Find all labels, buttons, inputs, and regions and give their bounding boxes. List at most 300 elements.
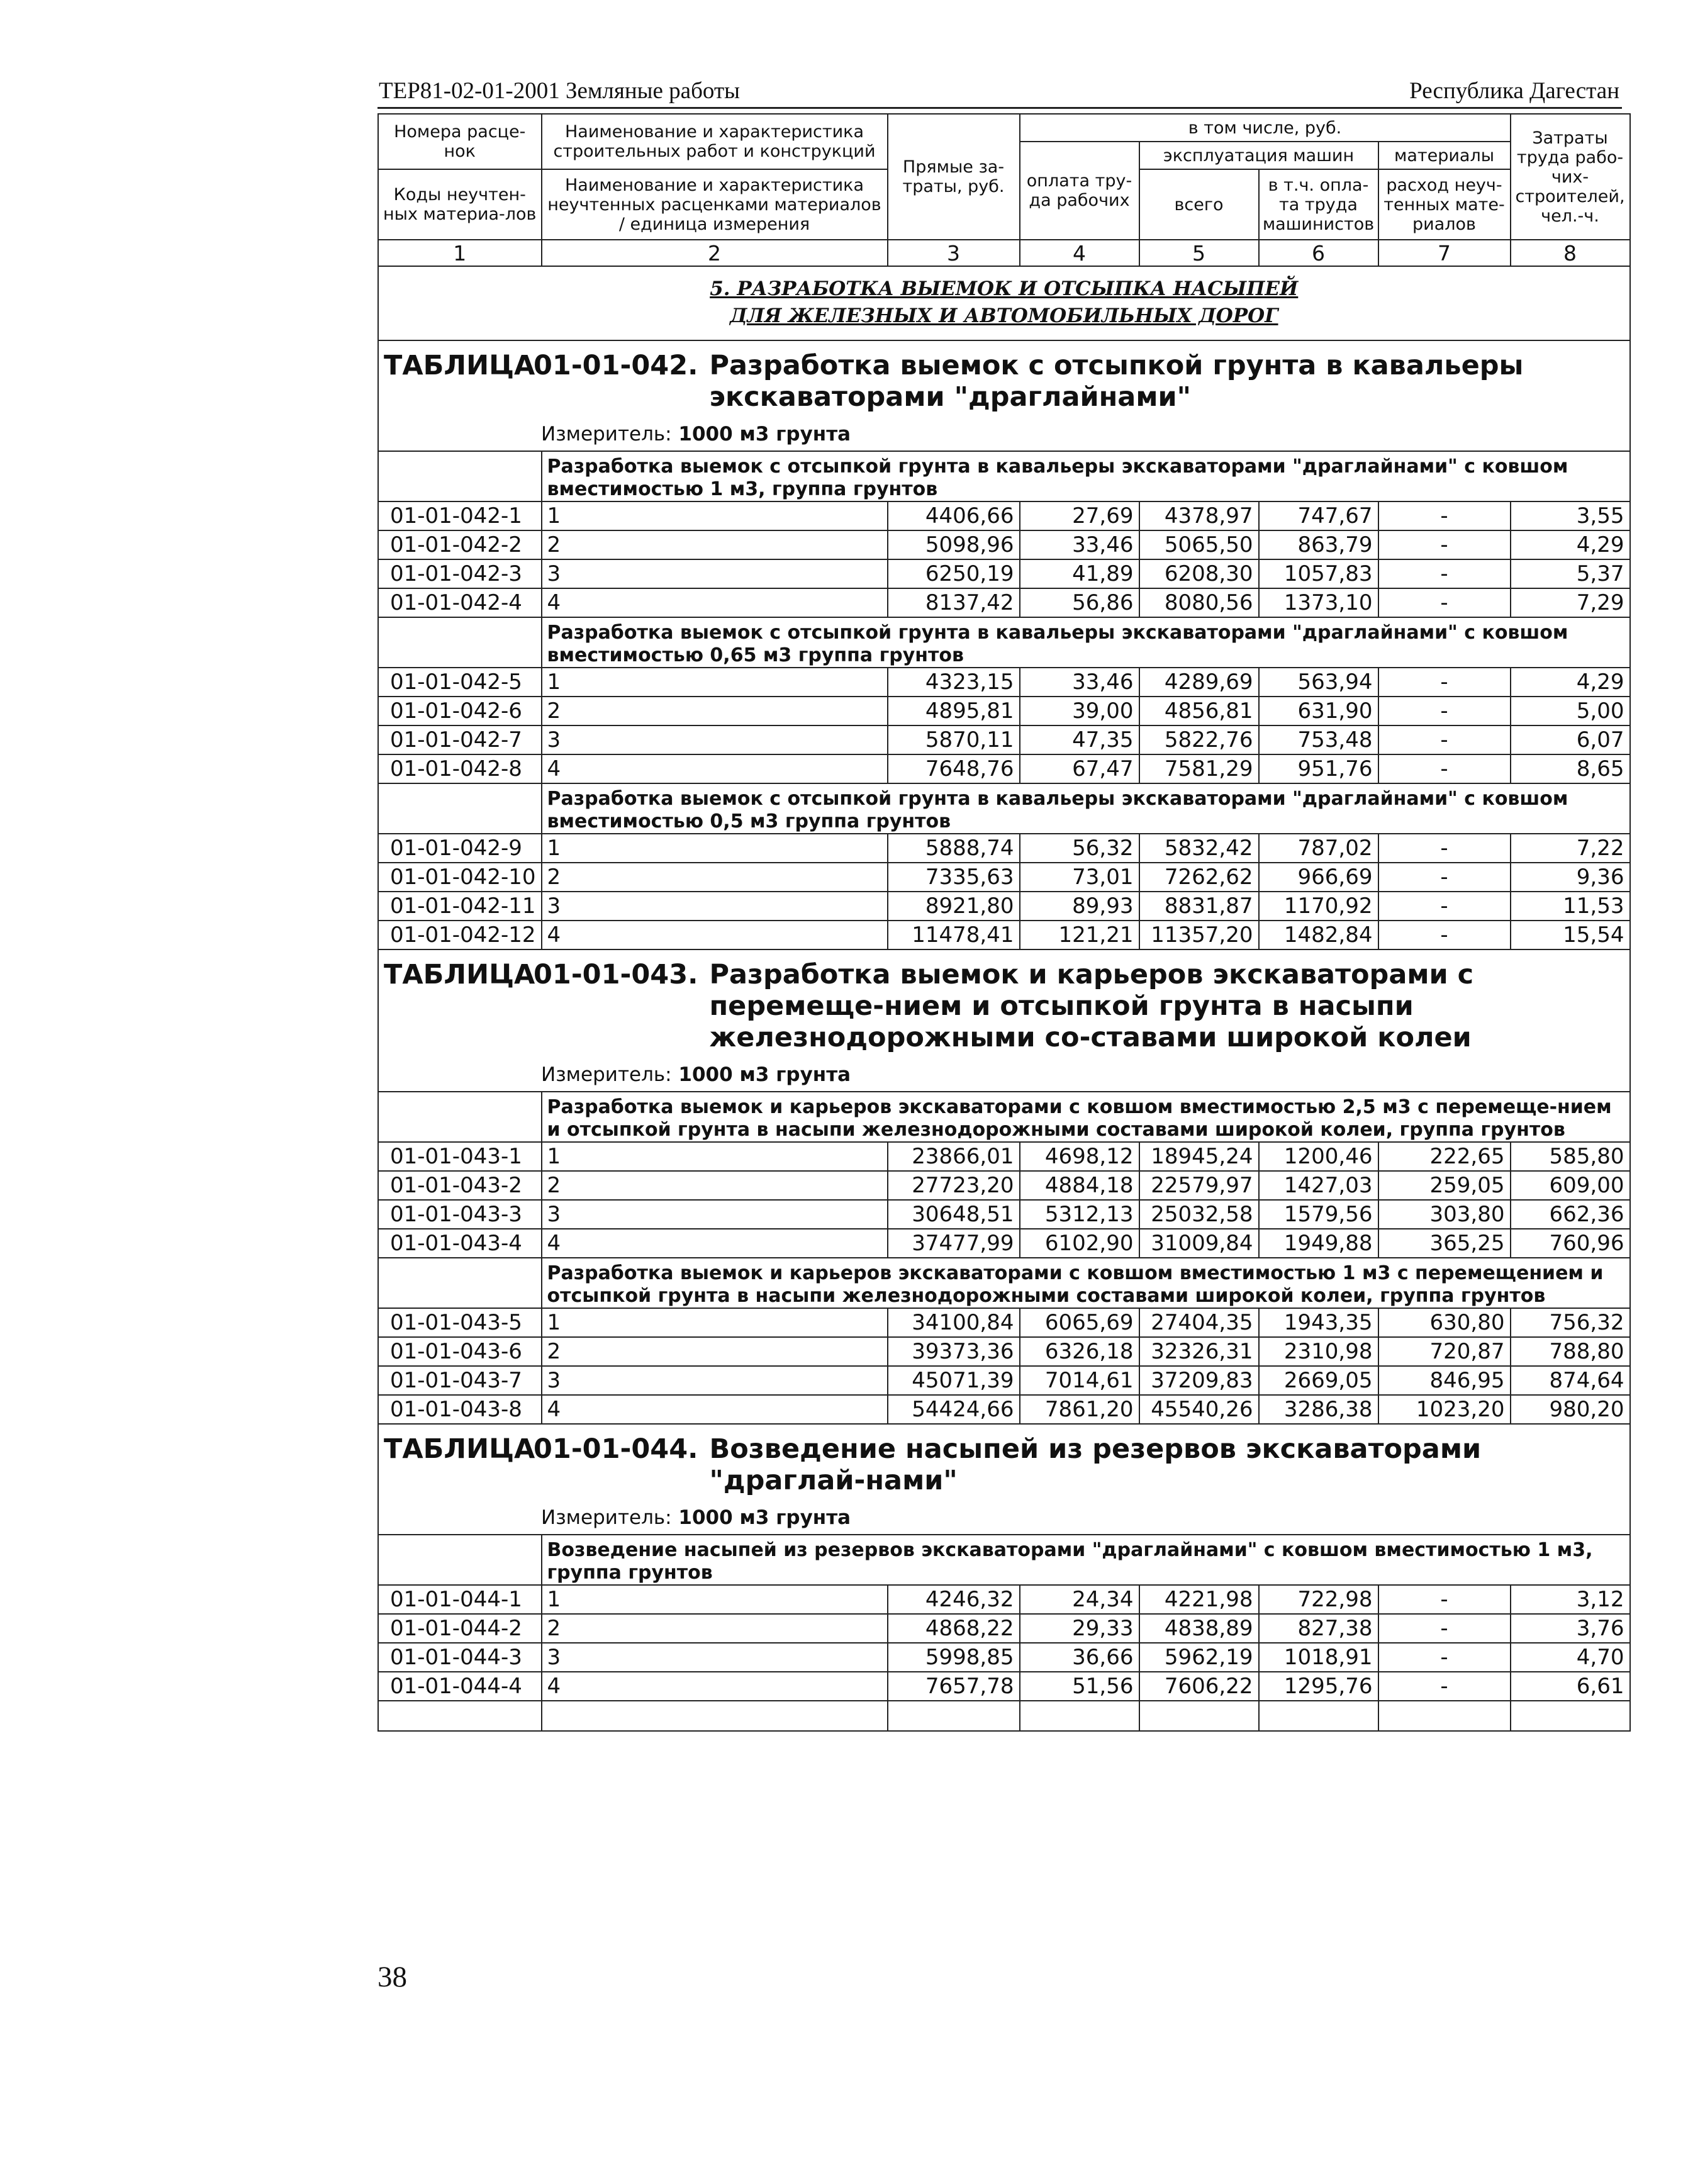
worker-pay-cell: 33,46 [1020, 530, 1139, 559]
machine-total-cell: 4856,81 [1139, 697, 1259, 725]
soil-group-cell: 4 [542, 1395, 888, 1424]
table-header [378, 114, 1630, 266]
table-title-row [378, 949, 1630, 1092]
direct-costs-cell: 7335,63 [888, 863, 1020, 892]
machine-total-cell: 27404,35 [1139, 1308, 1259, 1337]
labor-hours-cell: 6,61 [1511, 1672, 1630, 1701]
worker-pay-cell: 73,01 [1020, 863, 1139, 892]
soil-group-cell: 3 [542, 725, 888, 754]
group-caption-spacer [378, 783, 542, 834]
table-row [378, 1200, 1630, 1229]
rate-code-cell: 01-01-042-2 [378, 530, 542, 559]
labor-hours-cell: 5,00 [1511, 697, 1630, 725]
column-number: 8 [1511, 240, 1630, 266]
direct-costs-cell: 27723,20 [888, 1171, 1020, 1200]
rate-code-cell: 01-01-043-4 [378, 1229, 542, 1258]
table-measure [541, 422, 1629, 447]
rate-code-cell: 01-01-042-7 [378, 725, 542, 754]
column-number: 5 [1139, 240, 1259, 266]
worker-pay-cell: 67,47 [1020, 754, 1139, 783]
direct-costs-cell: 5870,11 [888, 725, 1020, 754]
direct-costs-cell: 11478,41 [888, 921, 1020, 949]
table-row [378, 921, 1630, 949]
measure-value: 1000 м3 грунта [678, 1063, 851, 1086]
operator-pay-cell: 1482,84 [1259, 921, 1378, 949]
column-number: 3 [888, 240, 1020, 266]
measure-value: 1000 м3 грунта [678, 423, 851, 445]
labor-hours-cell: 585,80 [1511, 1142, 1630, 1171]
column-number: 2 [542, 240, 888, 266]
worker-pay-cell: 39,00 [1020, 697, 1139, 725]
soil-group-cell: 1 [542, 834, 888, 863]
soil-group-cell: 4 [542, 754, 888, 783]
direct-costs-cell: 39373,36 [888, 1337, 1020, 1366]
group-caption: Разработка выемок и карьеров экскаваторами с ковшом вместимостью 2,5 м3 с перемеще-нием и отсыпкой грунта в насыпи железнодорожными составами широкой колеи, группа грунтов [542, 1092, 1630, 1142]
section-heading-row [378, 266, 1630, 340]
operator-pay-cell: 747,67 [1259, 501, 1378, 530]
operator-pay-cell: 1057,83 [1259, 559, 1378, 588]
col-header-labor-hours: Затраты труда рабо-чих-строителей, чел.-ч. [1511, 114, 1630, 240]
machine-total-cell: 5822,76 [1139, 725, 1259, 754]
col-header-work-name: Наименование и характеристика строительных работ и конструкций [542, 114, 888, 169]
empty-row [378, 1701, 1630, 1731]
worker-pay-cell: 51,56 [1020, 1672, 1139, 1701]
group-caption: Разработка выемок с отсыпкой грунта в кавальеры экскаваторами "драглайнами" с ковшом вместимостью 0,65 м3 группа грунтов [542, 617, 1630, 668]
soil-group-cell: 1 [542, 668, 888, 697]
labor-hours-cell: 980,20 [1511, 1395, 1630, 1424]
table-title-cell [378, 340, 1630, 451]
rate-code-cell: 01-01-042-1 [378, 501, 542, 530]
price-table-container [377, 113, 1631, 1732]
labor-hours-cell: 9,36 [1511, 863, 1630, 892]
worker-pay-cell: 121,21 [1020, 921, 1139, 949]
operator-pay-cell: 631,90 [1259, 697, 1378, 725]
rate-code-cell: 01-01-042-6 [378, 697, 542, 725]
machine-total-cell: 18945,24 [1139, 1142, 1259, 1171]
machine-total-cell: 5065,50 [1139, 530, 1259, 559]
operator-pay-cell: 1295,76 [1259, 1672, 1378, 1701]
rate-code-cell: 01-01-043-2 [378, 1171, 542, 1200]
rate-code-cell: 01-01-043-5 [378, 1308, 542, 1337]
soil-group-cell: 4 [542, 1672, 888, 1701]
table-row [378, 1643, 1630, 1672]
operator-pay-cell: 722,98 [1259, 1585, 1378, 1614]
direct-costs-cell: 30648,51 [888, 1200, 1020, 1229]
empty-cell [1139, 1701, 1259, 1731]
soil-group-cell: 2 [542, 1171, 888, 1200]
machine-total-cell: 7606,22 [1139, 1672, 1259, 1701]
direct-costs-cell: 5888,74 [888, 834, 1020, 863]
col-header-including: в том числе, руб. [1020, 114, 1511, 142]
table-number: 01-01-043. [534, 959, 698, 990]
price-table [377, 113, 1631, 1732]
labor-hours-cell: 3,76 [1511, 1614, 1630, 1643]
table-measure [541, 1062, 1629, 1087]
material-usage-cell: - [1378, 588, 1511, 617]
group-caption-row [378, 1092, 1630, 1142]
group-caption: Разработка выемок и карьеров экскаваторами с ковшом вместимостью 1 м3 с перемещением и отсыпкой грунта в насыпи железнодорожными составами широкой колеи, группа грунтов [542, 1258, 1630, 1308]
column-numbers-row [378, 240, 1630, 266]
table-row [378, 530, 1630, 559]
table-title [384, 350, 1629, 413]
rate-code-cell: 01-01-044-4 [378, 1672, 542, 1701]
group-caption-spacer [378, 1535, 542, 1585]
soil-group-cell: 4 [542, 921, 888, 949]
operator-pay-cell: 1943,35 [1259, 1308, 1378, 1337]
table-name: Возведение насыпей из резервов экскаваторами "драглай-нами" [709, 1433, 1482, 1496]
table-row [378, 1229, 1630, 1258]
operator-pay-cell: 827,38 [1259, 1614, 1378, 1643]
material-usage-cell: - [1378, 559, 1511, 588]
material-usage-cell: - [1378, 863, 1511, 892]
worker-pay-cell: 24,34 [1020, 1585, 1139, 1614]
group-caption-row [378, 451, 1630, 501]
direct-costs-cell: 7648,76 [888, 754, 1020, 783]
operator-pay-cell: 1200,46 [1259, 1142, 1378, 1171]
group-caption: Разработка выемок с отсыпкой грунта в кавальеры экскаваторами "драглайнами" с ковшом вместимостью 0,5 м3 группа грунтов [542, 783, 1630, 834]
section-title-line: ДЛЯ ЖЕЛЕЗНЫХ И АВТОМОБИЛЬНЫХ ДОРОГ [729, 305, 1278, 327]
worker-pay-cell: 7014,61 [1020, 1366, 1139, 1395]
operator-pay-cell: 753,48 [1259, 725, 1378, 754]
rate-code-cell: 01-01-044-1 [378, 1585, 542, 1614]
material-usage-cell: - [1378, 1614, 1511, 1643]
group-caption-spacer [378, 451, 542, 501]
material-usage-cell: 846,95 [1378, 1366, 1511, 1395]
soil-group-cell: 3 [542, 1643, 888, 1672]
column-number: 7 [1378, 240, 1511, 266]
soil-group-cell: 3 [542, 1200, 888, 1229]
material-usage-cell: 222,65 [1378, 1142, 1511, 1171]
worker-pay-cell: 4698,12 [1020, 1142, 1139, 1171]
table-row [378, 1142, 1630, 1171]
material-usage-cell: 259,05 [1378, 1171, 1511, 1200]
operator-pay-cell: 951,76 [1259, 754, 1378, 783]
operator-pay-cell: 1170,92 [1259, 892, 1378, 921]
worker-pay-cell: 33,46 [1020, 668, 1139, 697]
empty-cell [542, 1701, 888, 1731]
labor-hours-cell: 3,12 [1511, 1585, 1630, 1614]
material-usage-cell: - [1378, 1672, 1511, 1701]
empty-cell [1259, 1701, 1378, 1731]
direct-costs-cell: 4323,15 [888, 668, 1020, 697]
col-header-material-codes: Коды неучтен-ных материа-лов [378, 169, 542, 240]
worker-pay-cell: 6102,90 [1020, 1229, 1139, 1258]
table-title [384, 959, 1629, 1053]
direct-costs-cell: 6250,19 [888, 559, 1020, 588]
group-caption-spacer [378, 617, 542, 668]
direct-costs-cell: 5998,85 [888, 1643, 1020, 1672]
material-usage-cell: - [1378, 501, 1511, 530]
machine-total-cell: 4289,69 [1139, 668, 1259, 697]
page-number: 38 [377, 1961, 407, 1993]
table-row [378, 1585, 1630, 1614]
soil-group-cell: 2 [542, 1337, 888, 1366]
material-usage-cell: - [1378, 754, 1511, 783]
rate-code-cell: 01-01-042-3 [378, 559, 542, 588]
material-usage-cell: 630,80 [1378, 1308, 1511, 1337]
labor-hours-cell: 760,96 [1511, 1229, 1630, 1258]
col-header-direct-costs: Прямые за-траты, руб. [888, 114, 1020, 240]
col-header-material-usage: расход неуч-тенных мате-риалов [1378, 169, 1511, 240]
material-usage-cell: 720,87 [1378, 1337, 1511, 1366]
operator-pay-cell: 563,94 [1259, 668, 1378, 697]
operator-pay-cell: 1949,88 [1259, 1229, 1378, 1258]
measure-label: Измеритель: [541, 423, 672, 445]
group-caption-spacer [378, 1092, 542, 1142]
direct-costs-cell: 8921,80 [888, 892, 1020, 921]
table-number: 01-01-042. [534, 350, 698, 381]
machine-total-cell: 25032,58 [1139, 1200, 1259, 1229]
material-usage-cell: 1023,20 [1378, 1395, 1511, 1424]
worker-pay-cell: 6065,69 [1020, 1308, 1139, 1337]
machine-total-cell: 4221,98 [1139, 1585, 1259, 1614]
col-header-material-names: Наименование и характеристика неучтенных расценками материалов / единица измерения [542, 169, 888, 240]
rate-code-cell: 01-01-042-11 [378, 892, 542, 921]
table-row [378, 1672, 1630, 1701]
operator-pay-cell: 863,79 [1259, 530, 1378, 559]
machine-total-cell: 6208,30 [1139, 559, 1259, 588]
document-title: ТЕР81-02-01-2001 Земляные работы [379, 78, 740, 104]
soil-group-cell: 2 [542, 530, 888, 559]
machine-total-cell: 7581,29 [1139, 754, 1259, 783]
col-header-machine-total: всего [1139, 169, 1259, 240]
labor-hours-cell: 662,36 [1511, 1200, 1630, 1229]
direct-costs-cell: 4895,81 [888, 697, 1020, 725]
labor-hours-cell: 7,29 [1511, 588, 1630, 617]
table-row [378, 754, 1630, 783]
labor-hours-cell: 874,64 [1511, 1366, 1630, 1395]
table-row [378, 697, 1630, 725]
rate-code-cell: 01-01-043-1 [378, 1142, 542, 1171]
col-header-worker-pay: оплата тру-да рабочих [1020, 142, 1139, 240]
worker-pay-cell: 56,86 [1020, 588, 1139, 617]
table-title-row [378, 1424, 1630, 1535]
rate-code-cell: 01-01-042-12 [378, 921, 542, 949]
table-row [378, 1614, 1630, 1643]
col-header-rate-numbers: Номера расце-нок [378, 114, 542, 169]
soil-group-cell: 3 [542, 559, 888, 588]
operator-pay-cell: 3286,38 [1259, 1395, 1378, 1424]
col-header-materials: материалы [1378, 142, 1511, 169]
machine-total-cell: 8080,56 [1139, 588, 1259, 617]
direct-costs-cell: 4246,32 [888, 1585, 1020, 1614]
group-caption-row [378, 1258, 1630, 1308]
material-usage-cell: - [1378, 530, 1511, 559]
worker-pay-cell: 41,89 [1020, 559, 1139, 588]
region-name: Республика Дагестан [1409, 78, 1619, 104]
worker-pay-cell: 89,93 [1020, 892, 1139, 921]
table-row [378, 1308, 1630, 1337]
soil-group-cell: 2 [542, 697, 888, 725]
table-row [378, 834, 1630, 863]
labor-hours-cell: 6,07 [1511, 725, 1630, 754]
direct-costs-cell: 4406,66 [888, 501, 1020, 530]
page-header [377, 74, 1622, 109]
table-name: Разработка выемок и карьеров экскаваторами с перемеще-нием и отсыпкой грунта в насыпи железнодорожными со-ставами широкой колеи [709, 959, 1474, 1053]
machine-total-cell: 11357,20 [1139, 921, 1259, 949]
table-number: 01-01-044. [534, 1433, 698, 1465]
group-caption-row [378, 1535, 1630, 1585]
operator-pay-cell: 2669,05 [1259, 1366, 1378, 1395]
direct-costs-cell: 54424,66 [888, 1395, 1020, 1424]
labor-hours-cell: 7,22 [1511, 834, 1630, 863]
table-body [378, 266, 1630, 1731]
labor-hours-cell: 5,37 [1511, 559, 1630, 588]
machine-total-cell: 5832,42 [1139, 834, 1259, 863]
material-usage-cell: 303,80 [1378, 1200, 1511, 1229]
rate-code-cell: 01-01-042-9 [378, 834, 542, 863]
machine-total-cell: 4378,97 [1139, 501, 1259, 530]
soil-group-cell: 1 [542, 1308, 888, 1337]
table-row [378, 1171, 1630, 1200]
worker-pay-cell: 4884,18 [1020, 1171, 1139, 1200]
direct-costs-cell: 4868,22 [888, 1614, 1020, 1643]
section-heading [378, 266, 1630, 340]
empty-cell [888, 1701, 1020, 1731]
table-name: Разработка выемок с отсыпкой грунта в кавальеры экскаваторами "драглайнами" [709, 350, 1524, 413]
worker-pay-cell: 36,66 [1020, 1643, 1139, 1672]
material-usage-cell: - [1378, 921, 1511, 949]
rate-code-cell: 01-01-043-3 [378, 1200, 542, 1229]
table-row [378, 1337, 1630, 1366]
table-row [378, 559, 1630, 588]
table-row [378, 588, 1630, 617]
labor-hours-cell: 11,53 [1511, 892, 1630, 921]
table-row [378, 863, 1630, 892]
labor-hours-cell: 3,55 [1511, 501, 1630, 530]
worker-pay-cell: 29,33 [1020, 1614, 1139, 1643]
table-measure [541, 1505, 1629, 1530]
rate-code-cell: 01-01-043-8 [378, 1395, 542, 1424]
soil-group-cell: 3 [542, 892, 888, 921]
table-title-cell [378, 1424, 1630, 1535]
worker-pay-cell: 6326,18 [1020, 1337, 1139, 1366]
group-caption-spacer [378, 1258, 542, 1308]
table-row [378, 892, 1630, 921]
soil-group-cell: 4 [542, 1229, 888, 1258]
operator-pay-cell: 966,69 [1259, 863, 1378, 892]
rate-code-cell: 01-01-044-2 [378, 1614, 542, 1643]
group-caption: Возведение насыпей из резервов экскаваторами "драглайнами" с ковшом вместимостью 1 м3, группа грунтов [542, 1535, 1630, 1585]
worker-pay-cell: 47,35 [1020, 725, 1139, 754]
labor-hours-cell: 609,00 [1511, 1171, 1630, 1200]
soil-group-cell: 1 [542, 1585, 888, 1614]
table-row [378, 725, 1630, 754]
operator-pay-cell: 1018,91 [1259, 1643, 1378, 1672]
direct-costs-cell: 45071,39 [888, 1366, 1020, 1395]
measure-value: 1000 м3 грунта [678, 1506, 851, 1529]
empty-cell [1511, 1701, 1630, 1731]
rate-code-cell: 01-01-042-8 [378, 754, 542, 783]
empty-cell [1378, 1701, 1511, 1731]
direct-costs-cell: 37477,99 [888, 1229, 1020, 1258]
table-label: ТАБЛИЦА [384, 1433, 535, 1465]
table-row [378, 1395, 1630, 1424]
labor-hours-cell: 756,32 [1511, 1308, 1630, 1337]
machine-total-cell: 7262,62 [1139, 863, 1259, 892]
worker-pay-cell: 7861,20 [1020, 1395, 1139, 1424]
operator-pay-cell: 1373,10 [1259, 588, 1378, 617]
material-usage-cell: - [1378, 697, 1511, 725]
soil-group-cell: 1 [542, 501, 888, 530]
direct-costs-cell: 23866,01 [888, 1142, 1020, 1171]
labor-hours-cell: 15,54 [1511, 921, 1630, 949]
labor-hours-cell: 4,29 [1511, 668, 1630, 697]
empty-cell [1020, 1701, 1139, 1731]
machine-total-cell: 4838,89 [1139, 1614, 1259, 1643]
material-usage-cell: - [1378, 668, 1511, 697]
direct-costs-cell: 7657,78 [888, 1672, 1020, 1701]
group-caption-row [378, 617, 1630, 668]
soil-group-cell: 4 [542, 588, 888, 617]
measure-label: Измеритель: [541, 1063, 672, 1086]
soil-group-cell: 2 [542, 1614, 888, 1643]
machine-total-cell: 45540,26 [1139, 1395, 1259, 1424]
worker-pay-cell: 27,69 [1020, 501, 1139, 530]
table-row [378, 1366, 1630, 1395]
table-row [378, 501, 1630, 530]
machine-total-cell: 32326,31 [1139, 1337, 1259, 1366]
worker-pay-cell: 56,32 [1020, 834, 1139, 863]
direct-costs-cell: 8137,42 [888, 588, 1020, 617]
rate-code-cell: 01-01-042-10 [378, 863, 542, 892]
operator-pay-cell: 1579,56 [1259, 1200, 1378, 1229]
table-row [378, 668, 1630, 697]
machine-total-cell: 8831,87 [1139, 892, 1259, 921]
direct-costs-cell: 5098,96 [888, 530, 1020, 559]
rate-code-cell: 01-01-043-7 [378, 1366, 542, 1395]
material-usage-cell: - [1378, 892, 1511, 921]
material-usage-cell: - [1378, 1643, 1511, 1672]
table-title-cell [378, 949, 1630, 1092]
rate-code-cell: 01-01-042-5 [378, 668, 542, 697]
operator-pay-cell: 787,02 [1259, 834, 1378, 863]
machine-total-cell: 22579,97 [1139, 1171, 1259, 1200]
labor-hours-cell: 4,29 [1511, 530, 1630, 559]
material-usage-cell: - [1378, 1585, 1511, 1614]
labor-hours-cell: 8,65 [1511, 754, 1630, 783]
col-header-operator-pay: в т.ч. опла-та труда машинистов [1259, 169, 1378, 240]
soil-group-cell: 3 [542, 1366, 888, 1395]
table-label: ТАБЛИЦА [384, 350, 535, 381]
direct-costs-cell: 34100,84 [888, 1308, 1020, 1337]
labor-hours-cell: 4,70 [1511, 1643, 1630, 1672]
rate-code-cell: 01-01-042-4 [378, 588, 542, 617]
table-title-row [378, 340, 1630, 451]
measure-label: Измеритель: [541, 1506, 672, 1529]
machine-total-cell: 37209,83 [1139, 1366, 1259, 1395]
empty-cell [378, 1701, 542, 1731]
soil-group-cell: 2 [542, 863, 888, 892]
material-usage-cell: 365,25 [1378, 1229, 1511, 1258]
operator-pay-cell: 1427,03 [1259, 1171, 1378, 1200]
material-usage-cell: - [1378, 834, 1511, 863]
column-number: 1 [378, 240, 542, 266]
labor-hours-cell: 788,80 [1511, 1337, 1630, 1366]
col-header-machine-operation: эксплуатация машин [1139, 142, 1378, 169]
soil-group-cell: 1 [542, 1142, 888, 1171]
material-usage-cell: - [1378, 725, 1511, 754]
worker-pay-cell: 5312,13 [1020, 1200, 1139, 1229]
rate-code-cell: 01-01-044-3 [378, 1643, 542, 1672]
operator-pay-cell: 2310,98 [1259, 1337, 1378, 1366]
group-caption: Разработка выемок с отсыпкой грунта в кавальеры экскаваторами "драглайнами" с ковшом вместимостью 1 м3, группа грунтов [542, 451, 1630, 501]
machine-total-cell: 31009,84 [1139, 1229, 1259, 1258]
rate-code-cell: 01-01-043-6 [378, 1337, 542, 1366]
group-caption-row [378, 783, 1630, 834]
section-title-line: 5. РАЗРАБОТКА ВЫЕМОК И ОТСЫПКА НАСЫПЕЙ [710, 277, 1299, 300]
table-label: ТАБЛИЦА [384, 959, 535, 990]
